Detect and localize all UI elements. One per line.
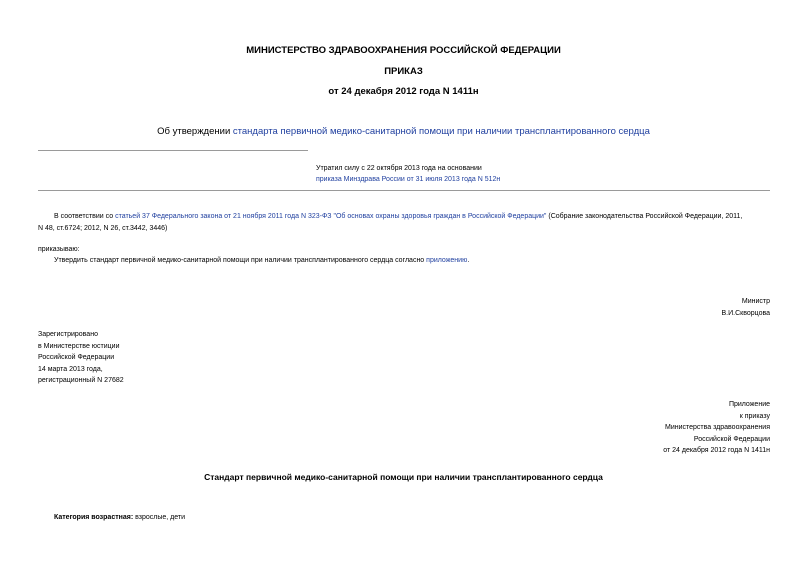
preamble-rest: (Собрание законодательства Российской Федерации, 2011,: [546, 213, 743, 220]
status-link[interactable]: приказа Минздрава России от 31 июля 2013 года N 512н: [316, 176, 501, 184]
category-label: Категория возрастная:: [54, 514, 134, 521]
category-value: взрослые, дети: [133, 514, 186, 521]
order-heading: ПРИКАЗ: [384, 66, 423, 77]
approve-paragraph: [54, 255, 469, 267]
approve-end: .: [467, 257, 470, 264]
appendix-line: к приказу: [739, 412, 770, 420]
registration-block: [38, 329, 124, 387]
divider-full: [38, 190, 770, 191]
registration-line: 14 марта 2013 года,: [38, 365, 103, 373]
registration-line: Российской Федерации: [38, 354, 115, 361]
appendix-line: Приложение: [728, 401, 770, 408]
appendix-line: Российской Федерации: [693, 435, 770, 443]
appendix-line: Министерства здравоохранения: [665, 424, 770, 431]
signature-position: Министр: [741, 298, 770, 305]
preamble: [38, 211, 773, 234]
preamble-line2: N 48, ст.6724; 2012, N 26, ст.3442, 3446): [38, 224, 168, 232]
signature-name: В.И.Скворцова: [721, 309, 770, 317]
registration-line: регистрационный N 27682: [38, 377, 124, 384]
appendix-block: [663, 399, 770, 457]
approve-text: Утвердить стандарт первичной медико-санитарной помощи при наличии трансплантированного сердца согласно: [54, 257, 427, 264]
divider-short: [38, 150, 308, 151]
ministry-heading: МИНИСТЕРСТВО ЗДРАВООХРАНЕНИЯ РОССИЙСКОЙ ФЕДЕРАЦИИ: [246, 45, 561, 56]
status-note: [316, 163, 500, 186]
category-line: [54, 512, 185, 524]
law-link[interactable]: статьей 37 Федерального закона от 21 ноября 2011 года N 323-ФЗ "Об основах охраны здоровья граждан в Российской Федерации": [115, 213, 547, 220]
order-word: приказываю:: [38, 246, 80, 253]
appendix-link[interactable]: приложению: [426, 257, 468, 264]
title-link[interactable]: стандарта первичной медико-санитарной помощи при наличии трансплантированного сердца: [232, 126, 650, 137]
title-prefix: Об утверждении: [157, 126, 233, 137]
registration-line: Зарегистрировано: [38, 331, 98, 338]
registration-line: в Министерстве юстиции: [38, 342, 120, 350]
status-line: Утратил силу с 22 октября 2013 года на основании: [316, 165, 482, 172]
order-date: от 24 декабря 2012 года N 1411н: [328, 86, 479, 97]
appendix-line: от 24 декабря 2012 года N 1411н: [663, 447, 770, 454]
standard-title: Стандарт первичной медико-санитарной помощи при наличии трансплантированного сердца: [204, 472, 603, 482]
signature-block: [722, 296, 771, 319]
document-title: [0, 126, 807, 137]
preamble-prefix: В соответствии со: [54, 213, 116, 220]
